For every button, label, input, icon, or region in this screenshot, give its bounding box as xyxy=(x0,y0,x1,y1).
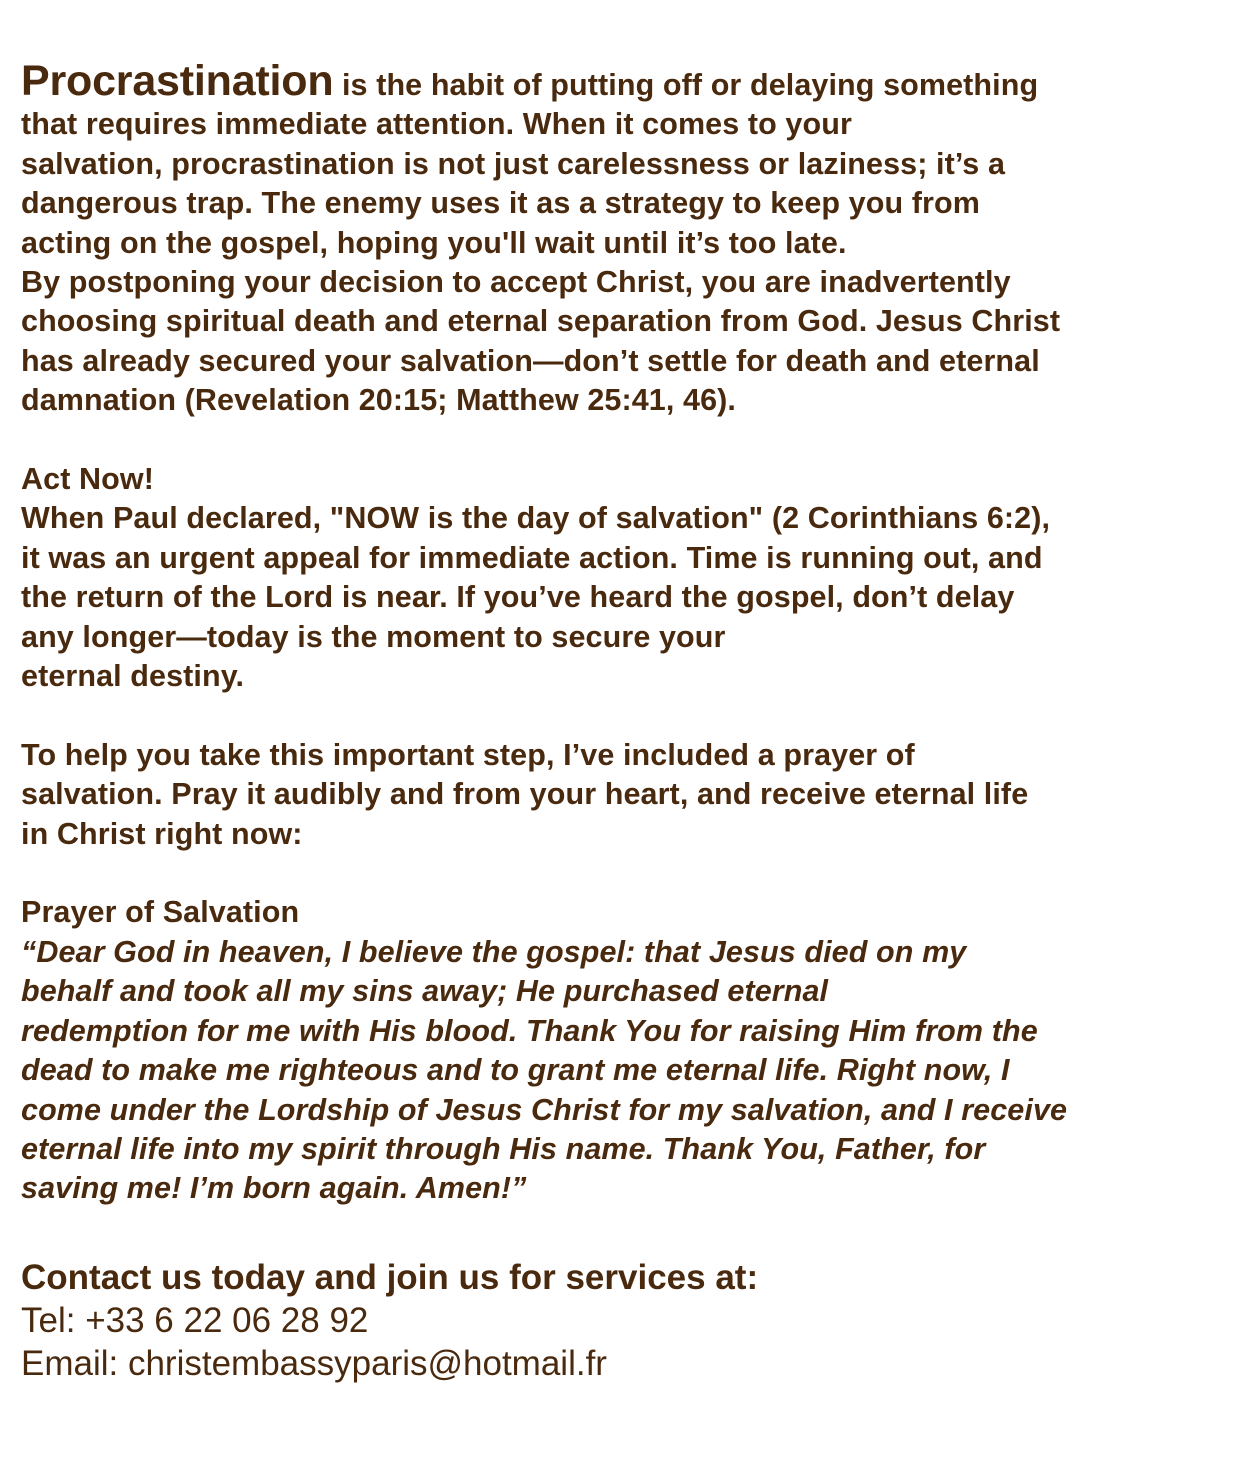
prayer-line: behalf and took all my sins away; He purchased eternal xyxy=(21,974,829,1009)
intro-line: choosing spiritual death and eternal separation from God. Jesus Christ xyxy=(21,304,1061,339)
act-now-line: When Paul declared, "NOW is the day of salvation" (2 Corinthians 6:2), xyxy=(21,501,1051,536)
prayer-line: redemption for me with His blood. Thank You for raising Him from the xyxy=(21,1013,1038,1048)
intro-first-line-text: is the habit of putting off or delaying something xyxy=(333,68,1039,102)
act-now-line: the return of the Lord is near. If you’ve heard the gospel, don’t delay xyxy=(21,580,1015,615)
prayer-heading: Prayer of Salvation xyxy=(21,895,300,930)
help-line: salvation. Pray it audibly and from your heart, and receive eternal life xyxy=(21,777,1029,812)
prayer-line: come under the Lordship of Jesus Christ for my salvation, and I receive xyxy=(21,1092,1068,1127)
help-line: in Christ right now: xyxy=(21,816,303,851)
intro-line: has already secured your salvation—don’t settle for death and eternal xyxy=(21,343,1040,378)
intro-line: salvation, procrastination is not just carelessness or laziness; it’s a xyxy=(21,146,1006,181)
intro-line: acting on the gospel, hoping you'll wait until it’s too late. xyxy=(21,225,847,260)
spacer xyxy=(21,854,1221,893)
intro-line: that requires immediate attention. When it comes to your xyxy=(21,107,852,142)
prayer-line: eternal life into my spirit through His name. Thank You, Father, for xyxy=(21,1131,986,1166)
act-now-heading: Act Now! xyxy=(21,462,154,497)
intro-paragraph xyxy=(21,57,1221,421)
prayer-section xyxy=(21,893,1221,1208)
prayer-line: saving me! I’m born again. Amen!” xyxy=(21,1171,527,1206)
spacer xyxy=(21,696,1221,735)
intro-line: By postponing your decision to accept Christ, you are inadvertently xyxy=(21,265,1011,300)
spacer xyxy=(21,421,1221,460)
intro-line: damnation (Revelation 20:15; Matthew 25:41, 46). xyxy=(21,383,736,418)
intro-line: dangerous trap. The enemy uses it as a strategy to keep you from xyxy=(21,186,980,221)
help-paragraph xyxy=(21,736,1221,854)
prayer-line: “Dear God in heaven, I believe the gospel: that Jesus died on my xyxy=(21,934,967,969)
contact-email: Email: christembassyparis@hotmail.fr xyxy=(21,1343,607,1383)
prayer-line: dead to make me righteous and to grant me eternal life. Right now, I xyxy=(21,1053,1010,1088)
act-now-line: eternal destiny. xyxy=(21,659,245,694)
lead-word-procrastination: Procrastination xyxy=(21,57,334,105)
contact-tel: Tel: +33 6 22 06 28 92 xyxy=(21,1300,369,1340)
document-page xyxy=(21,57,1221,1385)
contact-heading: Contact us today and join us for services at: xyxy=(21,1257,759,1297)
act-now-line: any longer—today is the moment to secure your xyxy=(21,619,726,654)
help-line: To help you take this important step, I’ve included a prayer of xyxy=(21,737,915,772)
contact-section xyxy=(21,1256,1221,1385)
act-now-line: it was an urgent appeal for immediate action. Time is running out, and xyxy=(21,540,1043,575)
act-now-section xyxy=(21,460,1221,696)
intro-first-line xyxy=(21,57,1221,105)
